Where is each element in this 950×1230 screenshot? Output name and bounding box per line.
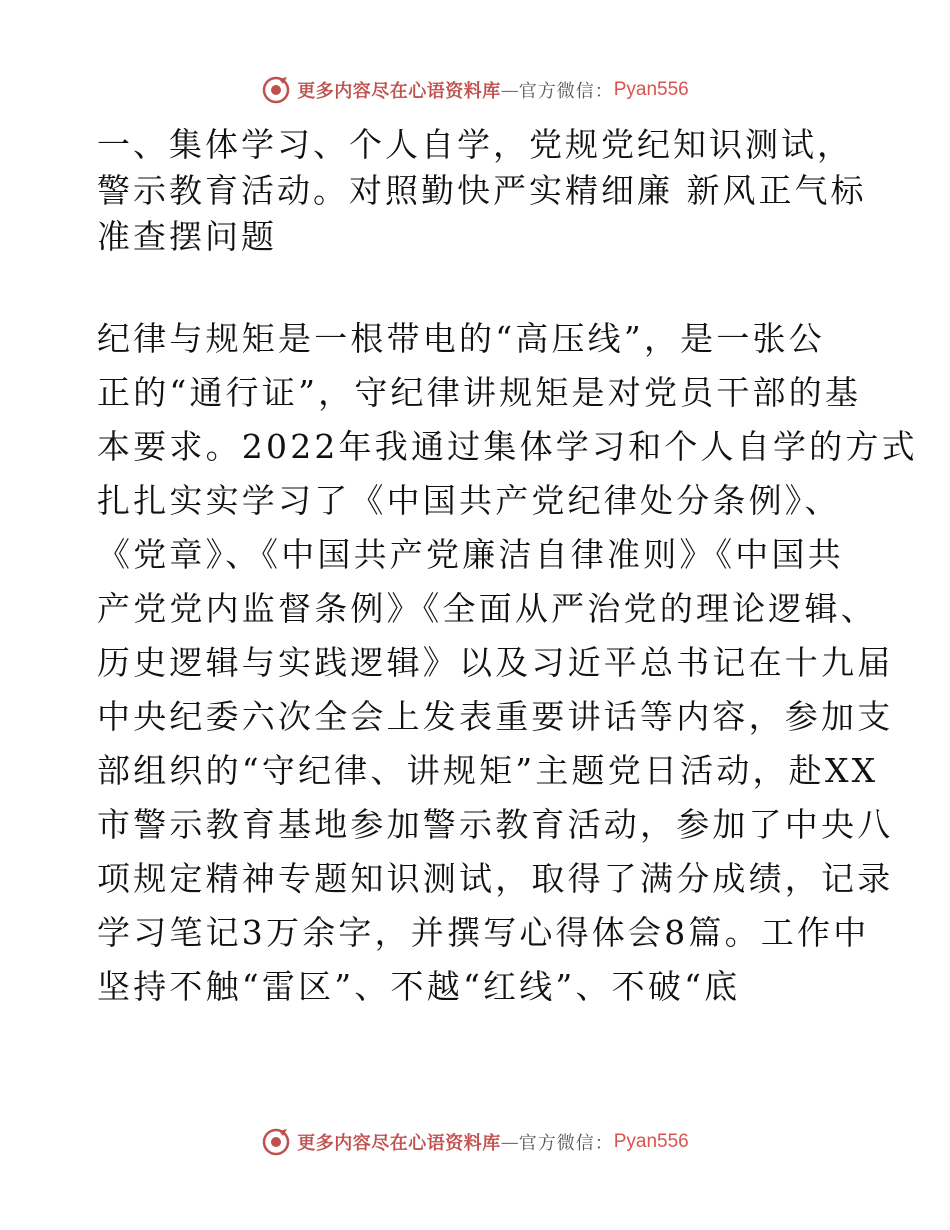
watermark-wechat-label: 官方微信：	[518, 81, 614, 102]
watermark-site-text: 更多内容尽在心语资料库	[297, 1133, 501, 1154]
body-line: 项规定精神专题知识测试，取得了满分成绩，记录	[97, 859, 894, 898]
logo-icon	[261, 75, 291, 105]
logo-icon	[261, 1127, 291, 1157]
body-line: 正的“通行证”，守纪律讲规矩是对党员干部的基	[97, 373, 862, 412]
heading-line: 一、集体学习、个人自学，党规党纪知识测试，	[97, 125, 853, 164]
heading-line: 警示教育活动。对照勤快严实精细廉 新风正气标	[97, 171, 867, 210]
watermark-wechat-id: Pyan556	[613, 1131, 689, 1152]
body-paragraph	[97, 312, 918, 1014]
body-line: 扎扎实实学习了《中国共产党纪律处分条例》、	[97, 481, 841, 520]
watermark-dash: —	[500, 79, 519, 101]
body-line: 中央纪委六次全会上发表重要讲话等内容，参加支	[97, 697, 894, 736]
section-heading	[97, 122, 867, 260]
body-line: 本要求。2022年我通过集体学习和个人自学的方式	[97, 427, 918, 466]
body-line: 市警示教育基地参加警示教育活动，参加了中央八	[97, 805, 894, 844]
body-line: 学习笔记3万余字，并撰写心得体会8篇。工作中	[97, 913, 870, 952]
body-line: 产党党内监督条例》《全面从严治党的理论逻辑、	[97, 589, 877, 628]
watermark-wechat-id: Pyan556	[613, 79, 689, 100]
heading-line: 准查摆问题	[97, 217, 277, 256]
watermark-wechat-label: 官方微信：	[518, 1133, 614, 1154]
body-line: 坚持不触“雷区”、不越“红线”、不破“底	[97, 967, 741, 1006]
watermark-site-text: 更多内容尽在心语资料库	[297, 81, 501, 102]
body-line: 历史逻辑与实践逻辑》以及习近平总书记在十九届	[97, 643, 894, 682]
watermark-footer	[0, 1122, 950, 1162]
body-line: 纪律与规矩是一根带电的“高压线”，是一张公	[97, 319, 825, 358]
watermark-dash: —	[500, 1131, 519, 1153]
watermark-header	[0, 70, 950, 110]
body-line: 《党章》、《中国共产党廉洁自律准则》《中国共	[97, 535, 844, 574]
body-line: 部组织的“守纪律、讲规矩”主题党日活动，赴XX	[97, 751, 879, 790]
